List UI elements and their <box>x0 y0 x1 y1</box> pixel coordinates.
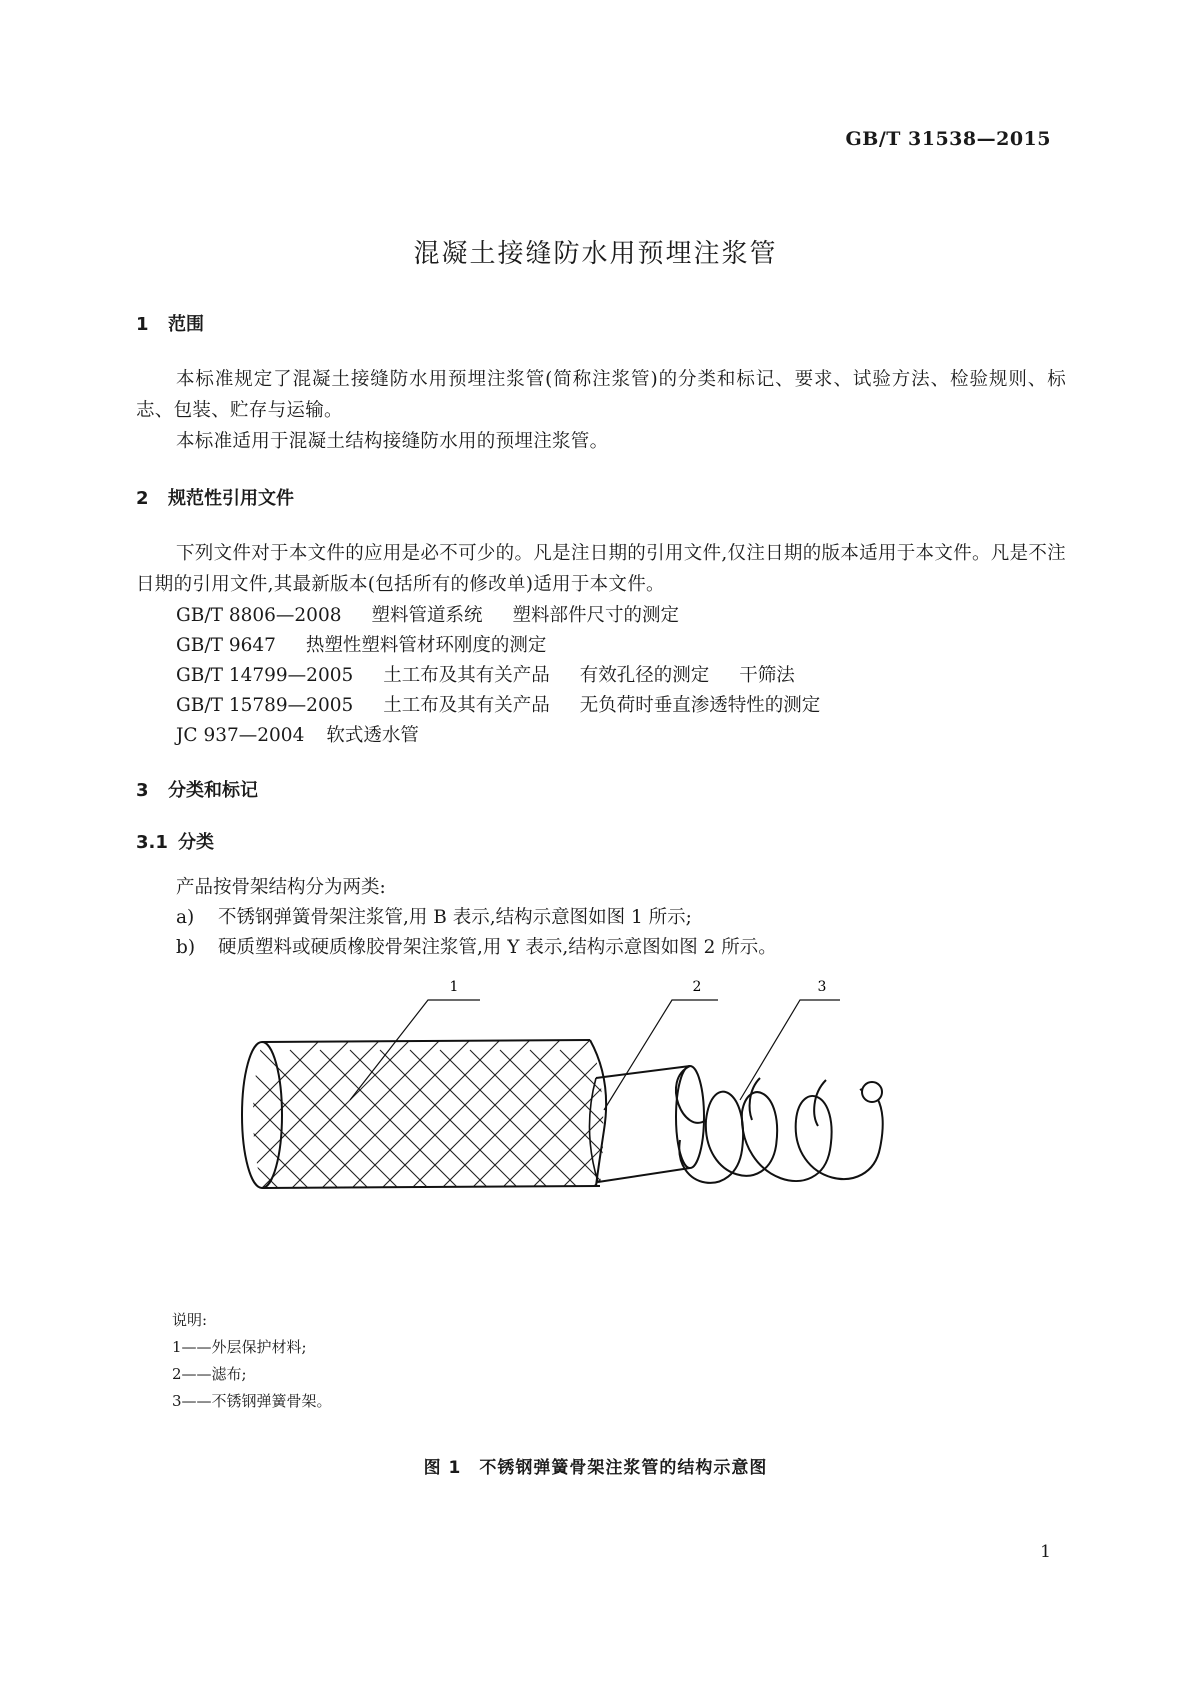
callout-label-2: 2 <box>692 979 702 995</box>
reference-code: GB/T 9647 <box>176 635 276 656</box>
list-marker: a) <box>176 907 195 928</box>
section-title: 规范性引用文件 <box>168 488 294 509</box>
paragraph: 产品按骨架结构分为两类: <box>176 877 386 898</box>
subsection-title: 分类 <box>178 832 214 853</box>
paragraph: 本标准适用于混凝土结构接缝防水用的预埋注浆管。 <box>176 431 609 452</box>
document-title: 混凝土接缝防水用预埋注浆管 <box>413 239 778 269</box>
paragraph: 下列文件对于本文件的应用是必不可少的。凡是注日期的引用文件,仅注日期的版本适用于本文件。凡是不注日期的引用文件,其最新版本(包括所有的修改单)适用于本文件。 <box>136 543 1066 595</box>
section-number: 2 <box>136 488 149 509</box>
list-text: 不锈钢弹簧骨架注浆管,用 B 表示,结构示意图如图 1 所示; <box>218 907 692 928</box>
reference-title: 热塑性塑料管材环刚度的测定 <box>305 635 547 656</box>
section-number: 3 <box>136 780 149 801</box>
legend-item: 2——滤布; <box>172 1365 247 1383</box>
reference-code: GB/T 8806—2008 <box>176 605 342 626</box>
callout-label-3: 3 <box>817 979 827 995</box>
legend-title: 说明: <box>172 1311 208 1329</box>
section-number: 1 <box>136 314 149 335</box>
section-title: 范围 <box>168 314 204 335</box>
figure-number: 图 1 <box>423 1458 462 1478</box>
reference-code: GB/T 15789—2005 <box>176 695 354 716</box>
callout-label-1: 1 <box>449 979 459 995</box>
reference-code: JC 937—2004 <box>176 725 305 746</box>
standard-number: GB/T 31538—2015 <box>845 128 1051 150</box>
reference-title: 塑料部件尺寸的测定 <box>512 605 680 626</box>
reference-title: 无负荷时垂直渗透特性的测定 <box>579 695 821 716</box>
page-number: 1 <box>1040 1542 1051 1562</box>
outer-protective-layer <box>110 1040 770 1210</box>
reference-title: 干筛法 <box>739 665 795 686</box>
steel-spring-skeleton <box>676 1066 883 1183</box>
figure-caption <box>0 1453 1191 1478</box>
reference-title: 塑料管道系统 <box>371 605 483 626</box>
reference-title: 土工布及其有关产品 <box>383 695 550 716</box>
list-marker: b) <box>176 937 196 958</box>
list-text: 硬质塑料或硬质橡胶骨架注浆管,用 Y 表示,结构示意图如图 2 所示。 <box>218 937 777 958</box>
reference-title: 有效孔径的测定 <box>579 665 710 686</box>
reference-title: 软式透水管 <box>326 725 419 746</box>
reference-title: 土工布及其有关产品 <box>383 665 550 686</box>
filter-cloth-layer <box>589 1066 704 1182</box>
paragraph: 本标准规定了混凝土接缝防水用预埋注浆管(简称注浆管)的分类和标记、要求、试验方法、检验规则、标志、包装、贮存与运输。 <box>136 369 1066 421</box>
reference-code: GB/T 14799—2005 <box>176 665 354 686</box>
legend-item: 1——外层保护材料; <box>172 1338 307 1356</box>
subsection-number: 3.1 <box>136 832 168 853</box>
section-title: 分类和标记 <box>168 780 258 801</box>
figure-caption-text: 不锈钢弹簧骨架注浆管的结构示意图 <box>479 1458 768 1478</box>
legend-item: 3——不锈钢弹簧骨架。 <box>172 1392 332 1410</box>
figure-legend <box>172 1307 332 1415</box>
